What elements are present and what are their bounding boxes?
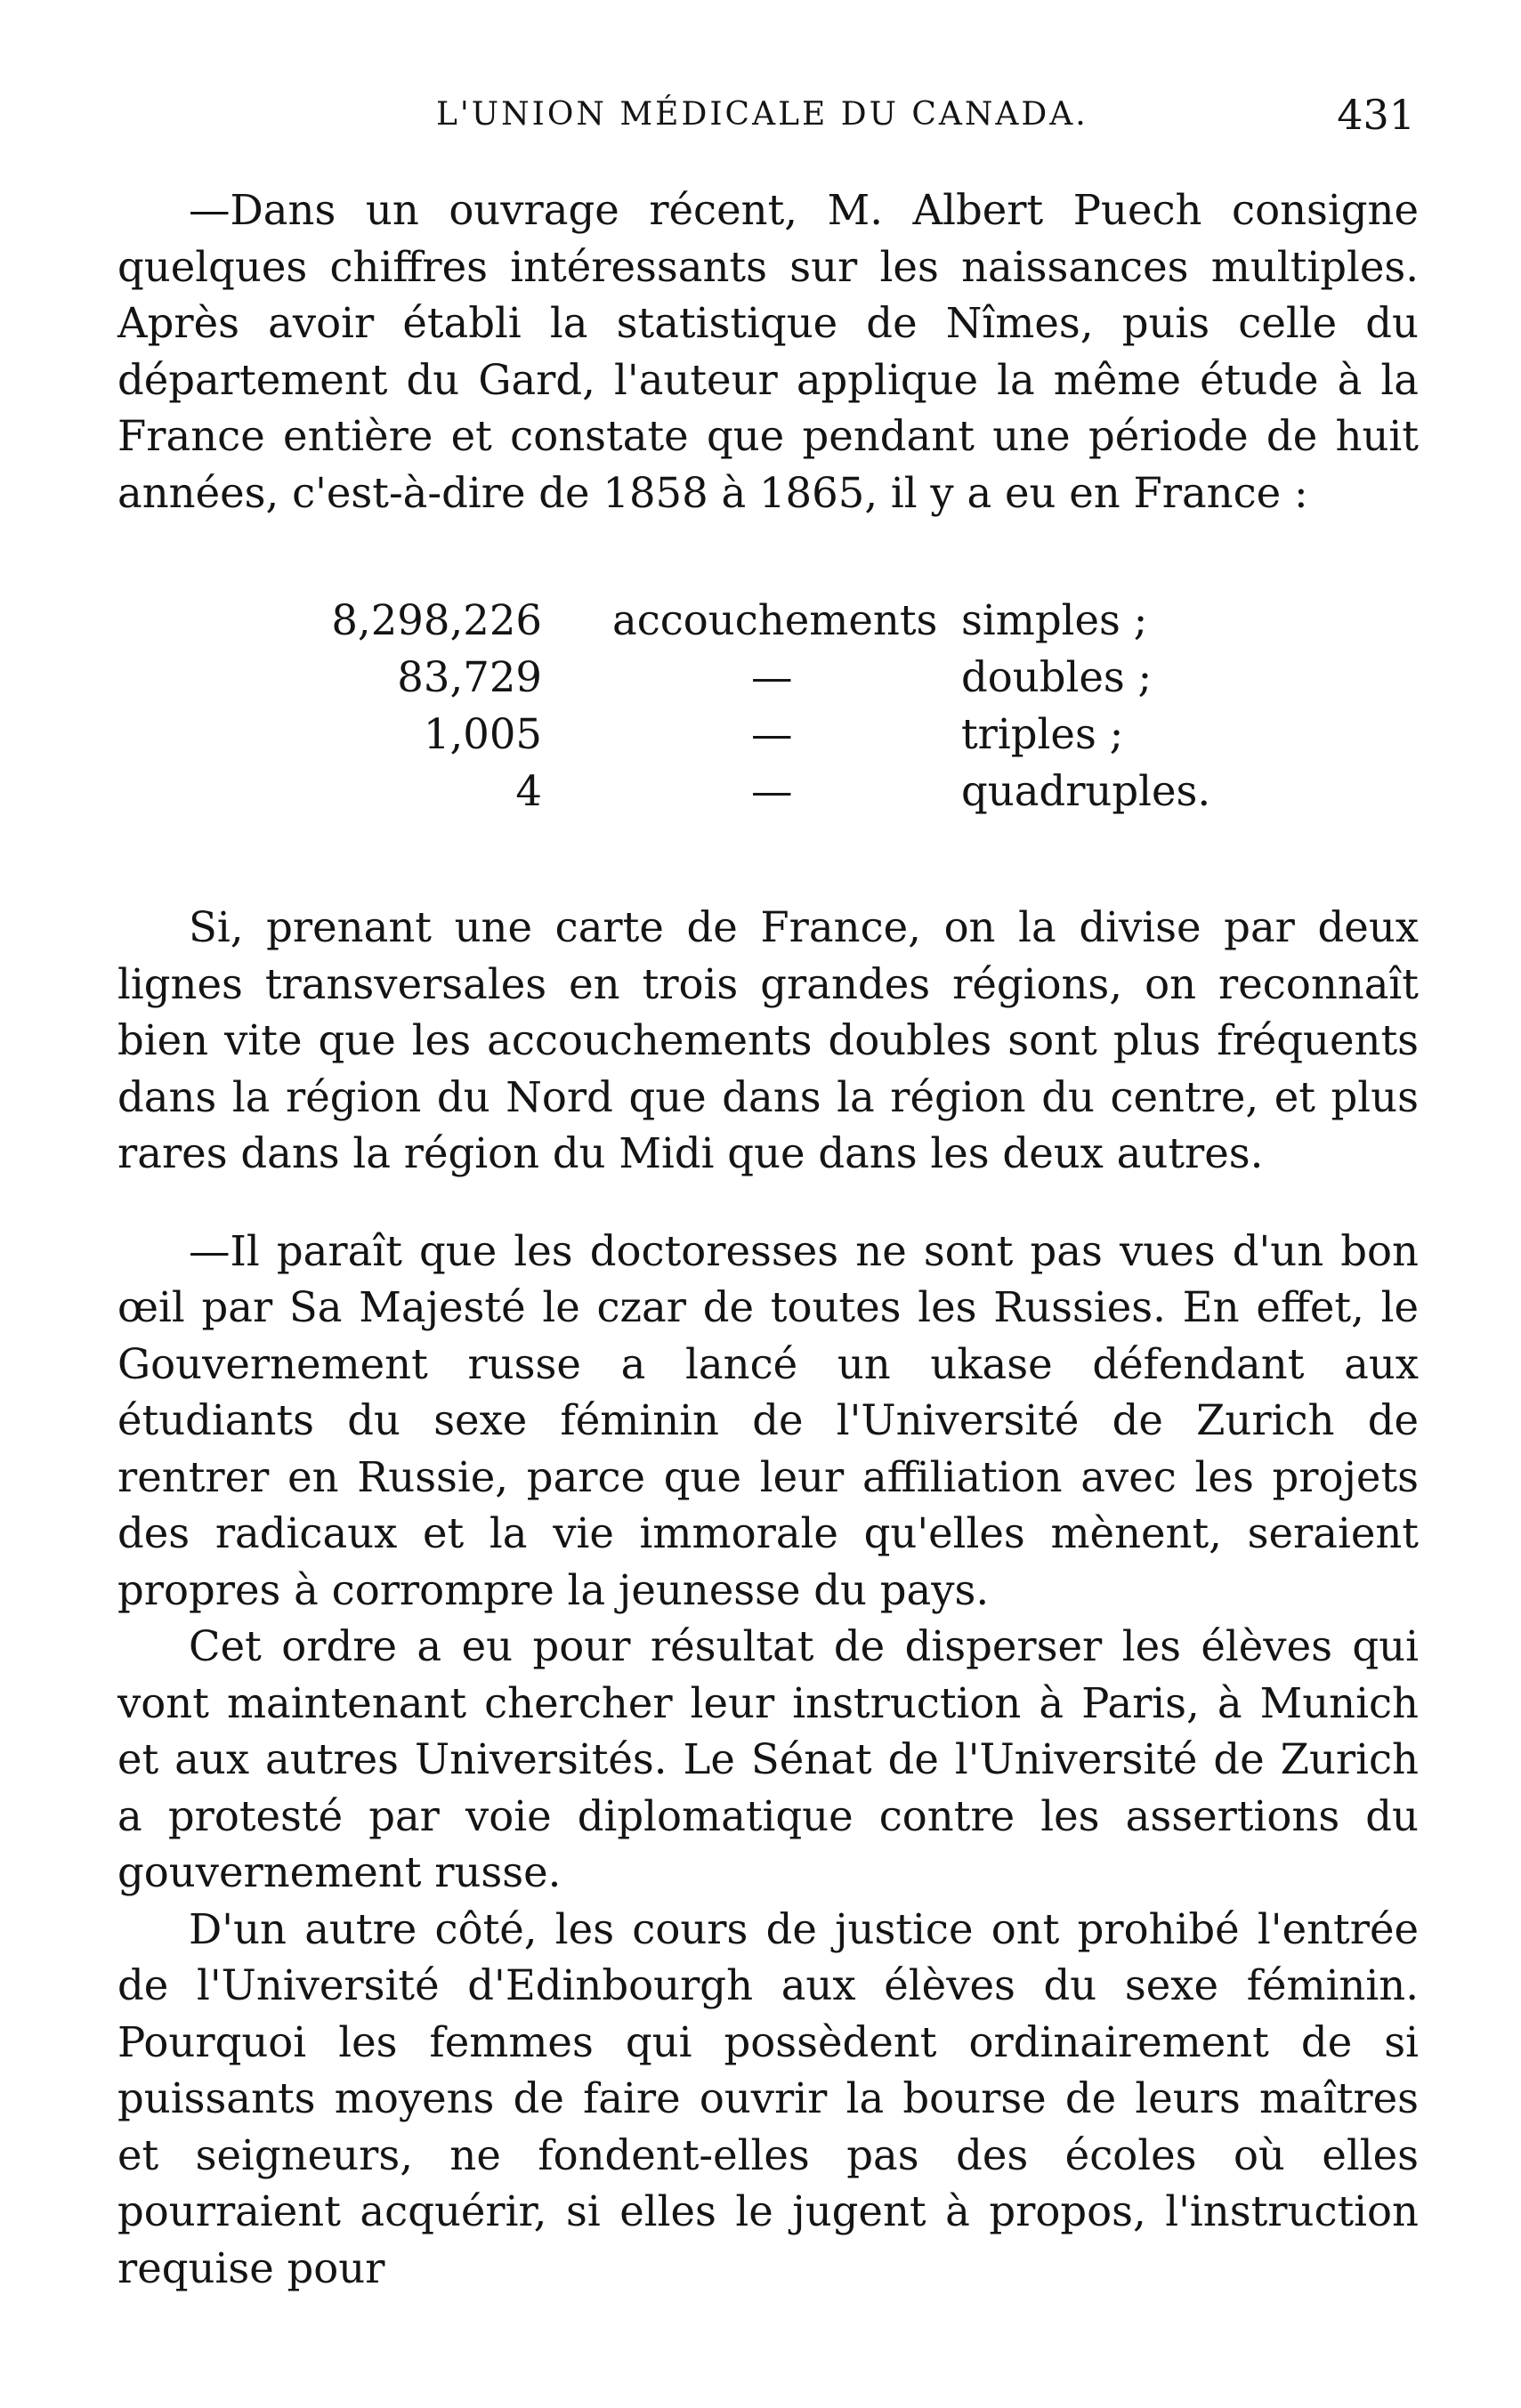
births-row (117, 592, 1419, 649)
births-row (117, 649, 1419, 706)
births-table (117, 592, 1419, 859)
ditto-dash: — (751, 710, 793, 758)
births-count: 83,729 (397, 653, 542, 701)
births-count: 8,298,226 (331, 596, 542, 644)
births-row (117, 763, 1419, 820)
paragraph-puech-intro: —Dans un ouvrage récent, M. Albert Puech consigne quelques chiffres intéressants sur les naissances multiples. Après avoir établi la statistique de Nîmes, puis celle du département du Gard, l'auteur applique la même étude à la France entière et constate que pendant une période de huit années, c'est-à-dire de 1858 à 1865, il y a eu en France : (117, 186, 1419, 517)
page-number: 431 (1337, 91, 1415, 139)
births-count: 4 (515, 767, 542, 815)
births-type: triples ; (961, 710, 1124, 758)
paragraph-regions: Si, prenant une carte de France, on la divise par deux lignes transversales en trois grandes régions, on reconnaît bien vite que les accouchements doubles sont plus fréquents dans la région du Nord que dans la région du centre, et plus rares dans la région du Midi que dans les deux autres. (117, 903, 1419, 1177)
paragraph-edinbourgh: D'un autre côté, les cours de justice ont prohibé l'entrée de l'Université d'Edinbourgh aux élèves du sexe féminin. Pourquoi les femmes qui possèdent ordinairement de si puissants moyens de faire ouvrir la bourse de leurs maîtres et seigneurs, ne fondent-elles pas des écoles où elles pourraient acquérir, si elles le jugent à propos, l'instruction requise pour (117, 1904, 1419, 2292)
running-head (116, 91, 1424, 149)
page-body (117, 182, 1419, 2292)
births-row (117, 706, 1419, 763)
text-after-table (117, 900, 1419, 2297)
paragraph-zurich: Cet ordre a eu pour résultat de disperser les élèves qui vont maintenant chercher leur instruction à Paris, à Munich et aux autres Universités. Le Sénat de l'Université de Zurich a protesté par voie diplomatique contre les assertions du gouvernement russe. (117, 1622, 1419, 1896)
births-type: doubles ; (961, 653, 1153, 701)
ditto-dash: — (751, 653, 793, 701)
births-type: quadruples. (961, 767, 1211, 815)
journal-title: L'UNION MÉDICALE DU CANADA. (436, 96, 1088, 133)
births-count: 1,005 (423, 710, 542, 758)
births-label: accouchements (612, 596, 938, 644)
ditto-dash: — (751, 767, 793, 815)
births-type: simples ; (961, 596, 1148, 644)
paragraph-doctoresses: —Il paraît que les doctoresses ne sont pas vues d'un bon œil par Sa Majesté le czar de toutes les Russies. En effet, le Gouvernement russe a lancé un ukase défendant aux étudiants du sexe féminin de l'Université de Zurich de rentrer en Russie, parce que leur affiliation avec les projets des radicaux et la vie immorale qu'elles mènent, seraient propres à corrompre la jeunesse du pays. (117, 1226, 1419, 1614)
